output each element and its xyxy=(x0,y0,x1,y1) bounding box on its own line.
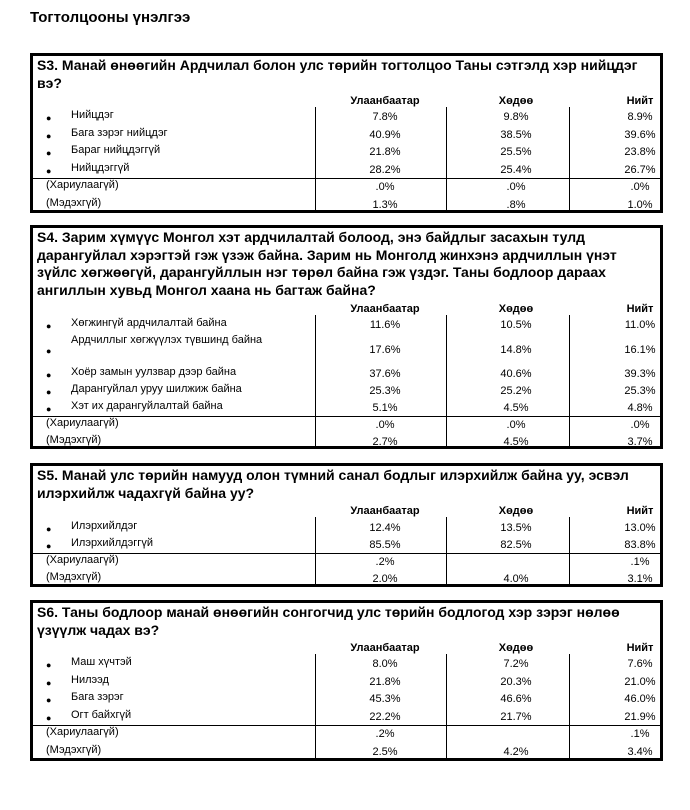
value-total: 26.7% xyxy=(624,163,656,176)
table-row xyxy=(33,162,660,180)
row-label: (Хариулаагүй) xyxy=(46,554,119,566)
value-ub: 2.7% xyxy=(372,436,398,448)
bullet-icon: ● xyxy=(46,660,52,671)
row-label: Хоёр замын уулзвар дээр байна xyxy=(71,366,237,378)
row-label: (Хариулаагүй) xyxy=(46,179,119,191)
value-total: 11.0% xyxy=(624,319,656,331)
column-header-rural: Хөдөө xyxy=(498,642,534,654)
column-header-rural: Хөдөө xyxy=(498,303,534,315)
value-ub: 7.8% xyxy=(372,111,398,124)
table-row xyxy=(33,656,660,674)
value-rural: 38.5% xyxy=(500,128,532,141)
bullet-icon: ● xyxy=(46,370,52,380)
value-ub: 21.8% xyxy=(369,146,401,159)
table-row xyxy=(33,334,660,366)
column-header-ub: Улаанбаатар xyxy=(350,505,420,517)
row-label: (Мэдэхгүй) xyxy=(46,571,102,583)
row-label: Нийцдэг xyxy=(71,109,114,121)
question-text: S5. Манай улс төрийн намууд олон түмний санал бодлыг илэрхийлж байна уу, эсвэл илэрхийлж чадахгүй байна уу? xyxy=(37,467,629,501)
column-header-total: Нийт xyxy=(626,642,654,654)
row-label: Бага зэрэг нийцдэг xyxy=(71,126,168,139)
table-row xyxy=(33,744,660,762)
row-label: Бага зэрэг xyxy=(71,691,124,703)
column-header-total: Нийт xyxy=(626,303,654,315)
value-ub: .2% xyxy=(375,728,395,741)
value-rural: 14.8% xyxy=(500,343,532,356)
value-rural: 40.6% xyxy=(500,368,532,380)
column-header-total: Нийт xyxy=(626,505,654,517)
value-total: 46.0% xyxy=(624,693,656,706)
question-text: S4. Зарим хүмүүс Монгол хэт ардчилалтай болоод, энэ байдлыг засахын тулд дарангуйлал хэрэгтэй гэж үзэж байна. Зарим нь Монголд жинхэнэ ардчиллын үнэт зүйлс хөгжөөгүй, дарангуйллын нэг төрөл байна гэж үздэг. Таны бодлоор дараах ангиллын хувьд Монгол хаана нь багтаж байна? xyxy=(37,229,617,298)
value-total: 4.8% xyxy=(627,402,653,414)
value-rural: 25.4% xyxy=(500,163,532,176)
row-label: Маш хүчтэй xyxy=(71,656,132,668)
row-label: Нийцдэггүй xyxy=(71,161,130,174)
value-rural: 21.7% xyxy=(500,710,532,723)
table-row xyxy=(33,571,660,588)
value-ub: 22.2% xyxy=(369,710,401,723)
bullet-icon: ● xyxy=(46,524,52,534)
section-s5 xyxy=(30,463,663,587)
value-total: 8.9% xyxy=(627,111,653,124)
table-row xyxy=(33,434,660,451)
value-total: 39.6% xyxy=(624,128,656,141)
bullet-icon: ● xyxy=(46,130,52,141)
bullet-icon: ● xyxy=(46,404,52,414)
bullet-icon: ● xyxy=(46,695,52,706)
table-row xyxy=(33,520,660,537)
table-row xyxy=(33,674,660,692)
table-row xyxy=(33,109,660,127)
column-header-total: Нийт xyxy=(626,95,654,107)
value-ub: 2.5% xyxy=(372,745,398,758)
question-text: S3. Манай өнөөгийн Ардчилал болон улс төрийн тогтолцоо Таны сэтгэлд хэр нийцдэг вэ? xyxy=(37,57,638,91)
row-label: Дарангуйлал уруу шилжиж байна xyxy=(71,383,242,395)
bullet-icon: ● xyxy=(46,148,52,159)
column-header-ub: Улаанбаатар xyxy=(350,303,420,315)
table-row xyxy=(33,366,660,383)
row-label: Огт байхгүй xyxy=(71,708,132,721)
value-rural: .8% xyxy=(506,198,526,211)
value-total: 21.0% xyxy=(624,675,656,688)
value-ub: 25.3% xyxy=(369,385,401,397)
table-row xyxy=(33,179,660,197)
row-label: Ардчиллыг хөгжүүлэх түвшинд байна xyxy=(71,334,263,346)
row-label: Хэт их дарангуйлалтай байна xyxy=(71,400,223,412)
row-label: Нилээд xyxy=(71,673,109,686)
table-row xyxy=(33,127,660,145)
value-total: 83.8% xyxy=(624,539,656,551)
value-total: .1% xyxy=(630,556,650,568)
value-total: 3.7% xyxy=(627,436,653,448)
table-row xyxy=(33,317,660,334)
value-ub: 40.9% xyxy=(369,128,401,141)
bullet-icon: ● xyxy=(46,321,52,331)
row-label: Илэрхийлдэг xyxy=(71,520,138,532)
value-ub: 5.1% xyxy=(372,402,398,414)
value-ub: 37.6% xyxy=(369,368,401,380)
value-total: 3.4% xyxy=(627,745,653,758)
value-rural: 4.5% xyxy=(503,436,529,448)
value-total: 13.0% xyxy=(624,522,656,534)
value-total: .1% xyxy=(630,728,650,741)
value-total: .0% xyxy=(630,181,650,194)
value-ub: 28.2% xyxy=(369,163,401,176)
value-total: 7.6% xyxy=(627,658,653,671)
value-ub: 2.0% xyxy=(372,573,398,585)
page-title: Тогтолцооны үнэлгээ xyxy=(30,9,191,26)
value-rural: .0% xyxy=(506,419,526,431)
value-rural: 4.0% xyxy=(503,573,529,585)
row-label: Бараг нийцдэггүй xyxy=(71,144,161,156)
value-total: 1.0% xyxy=(627,198,653,211)
value-rural: 46.6% xyxy=(500,693,532,706)
bullet-icon: ● xyxy=(46,541,52,551)
section-s4 xyxy=(30,225,663,449)
value-ub: 12.4% xyxy=(369,522,401,534)
column-header-rural: Хөдөө xyxy=(498,505,534,517)
bullet-icon: ● xyxy=(46,113,52,124)
value-ub: 45.3% xyxy=(369,693,401,706)
section-s3 xyxy=(30,53,663,213)
table-row xyxy=(33,726,660,744)
row-label: Хөгжингүй ардчилалтай байна xyxy=(71,317,227,329)
section-s6 xyxy=(30,600,663,761)
value-rural: 4.5% xyxy=(503,402,529,414)
row-label: Илэрхийлдэггүй xyxy=(71,537,153,549)
bullet-icon: ● xyxy=(46,387,52,397)
value-total: 39.3% xyxy=(624,368,656,380)
value-rural: 25.2% xyxy=(500,385,532,397)
table-row xyxy=(33,691,660,709)
value-rural: 25.5% xyxy=(500,146,532,159)
value-total: 3.1% xyxy=(627,573,653,585)
value-total: 21.9% xyxy=(624,710,656,723)
value-ub: .0% xyxy=(375,419,395,431)
value-ub: 85.5% xyxy=(369,539,401,551)
value-ub: .2% xyxy=(375,556,395,568)
table-row xyxy=(33,709,660,727)
value-rural: 7.2% xyxy=(503,658,529,671)
value-ub: 11.6% xyxy=(369,319,401,331)
table-row xyxy=(33,417,660,434)
row-label: (Мэдэхгүй) xyxy=(46,196,102,209)
value-rural: 4.2% xyxy=(503,745,529,758)
table-row xyxy=(33,537,660,554)
value-rural: .0% xyxy=(506,181,526,194)
value-ub: 8.0% xyxy=(372,658,398,671)
value-rural: 9.8% xyxy=(503,111,529,124)
bullet-icon: ● xyxy=(46,677,52,688)
value-rural: 10.5% xyxy=(500,319,532,331)
value-ub: 1.3% xyxy=(372,198,398,211)
table-row xyxy=(33,554,660,571)
row-label: (Мэдэхгүй) xyxy=(46,743,102,756)
value-ub: .0% xyxy=(375,181,395,194)
question-text: S6. Таны бодлоор манай өнөөгийн сонгогчид улс төрийн бодлогод хэр зэрэг нөлөө үзүүлж чадах вэ? xyxy=(37,604,620,638)
column-header-ub: Улаанбаатар xyxy=(350,95,420,107)
table-row xyxy=(33,197,660,215)
value-ub: 17.6% xyxy=(369,343,401,356)
value-total: 23.8% xyxy=(624,146,656,159)
row-label: (Хариулаагүй) xyxy=(46,417,119,429)
value-ub: 21.8% xyxy=(369,675,401,688)
bullet-icon: ● xyxy=(46,165,52,176)
value-total: 16.1% xyxy=(624,343,656,356)
column-header-rural: Хөдөө xyxy=(498,95,534,107)
row-label: (Хариулаагүй) xyxy=(46,726,119,738)
bullet-icon: ● xyxy=(46,345,52,356)
bullet-icon: ● xyxy=(46,712,52,723)
table-row xyxy=(33,383,660,400)
row-label: (Мэдэхгүй) xyxy=(46,434,102,446)
value-total: .0% xyxy=(630,419,650,431)
table-row xyxy=(33,144,660,162)
value-rural: 82.5% xyxy=(500,539,532,551)
table-row xyxy=(33,400,660,417)
value-rural: 13.5% xyxy=(500,522,532,534)
value-total: 25.3% xyxy=(624,385,656,397)
column-header-ub: Улаанбаатар xyxy=(350,642,420,654)
value-rural: 20.3% xyxy=(500,675,532,688)
